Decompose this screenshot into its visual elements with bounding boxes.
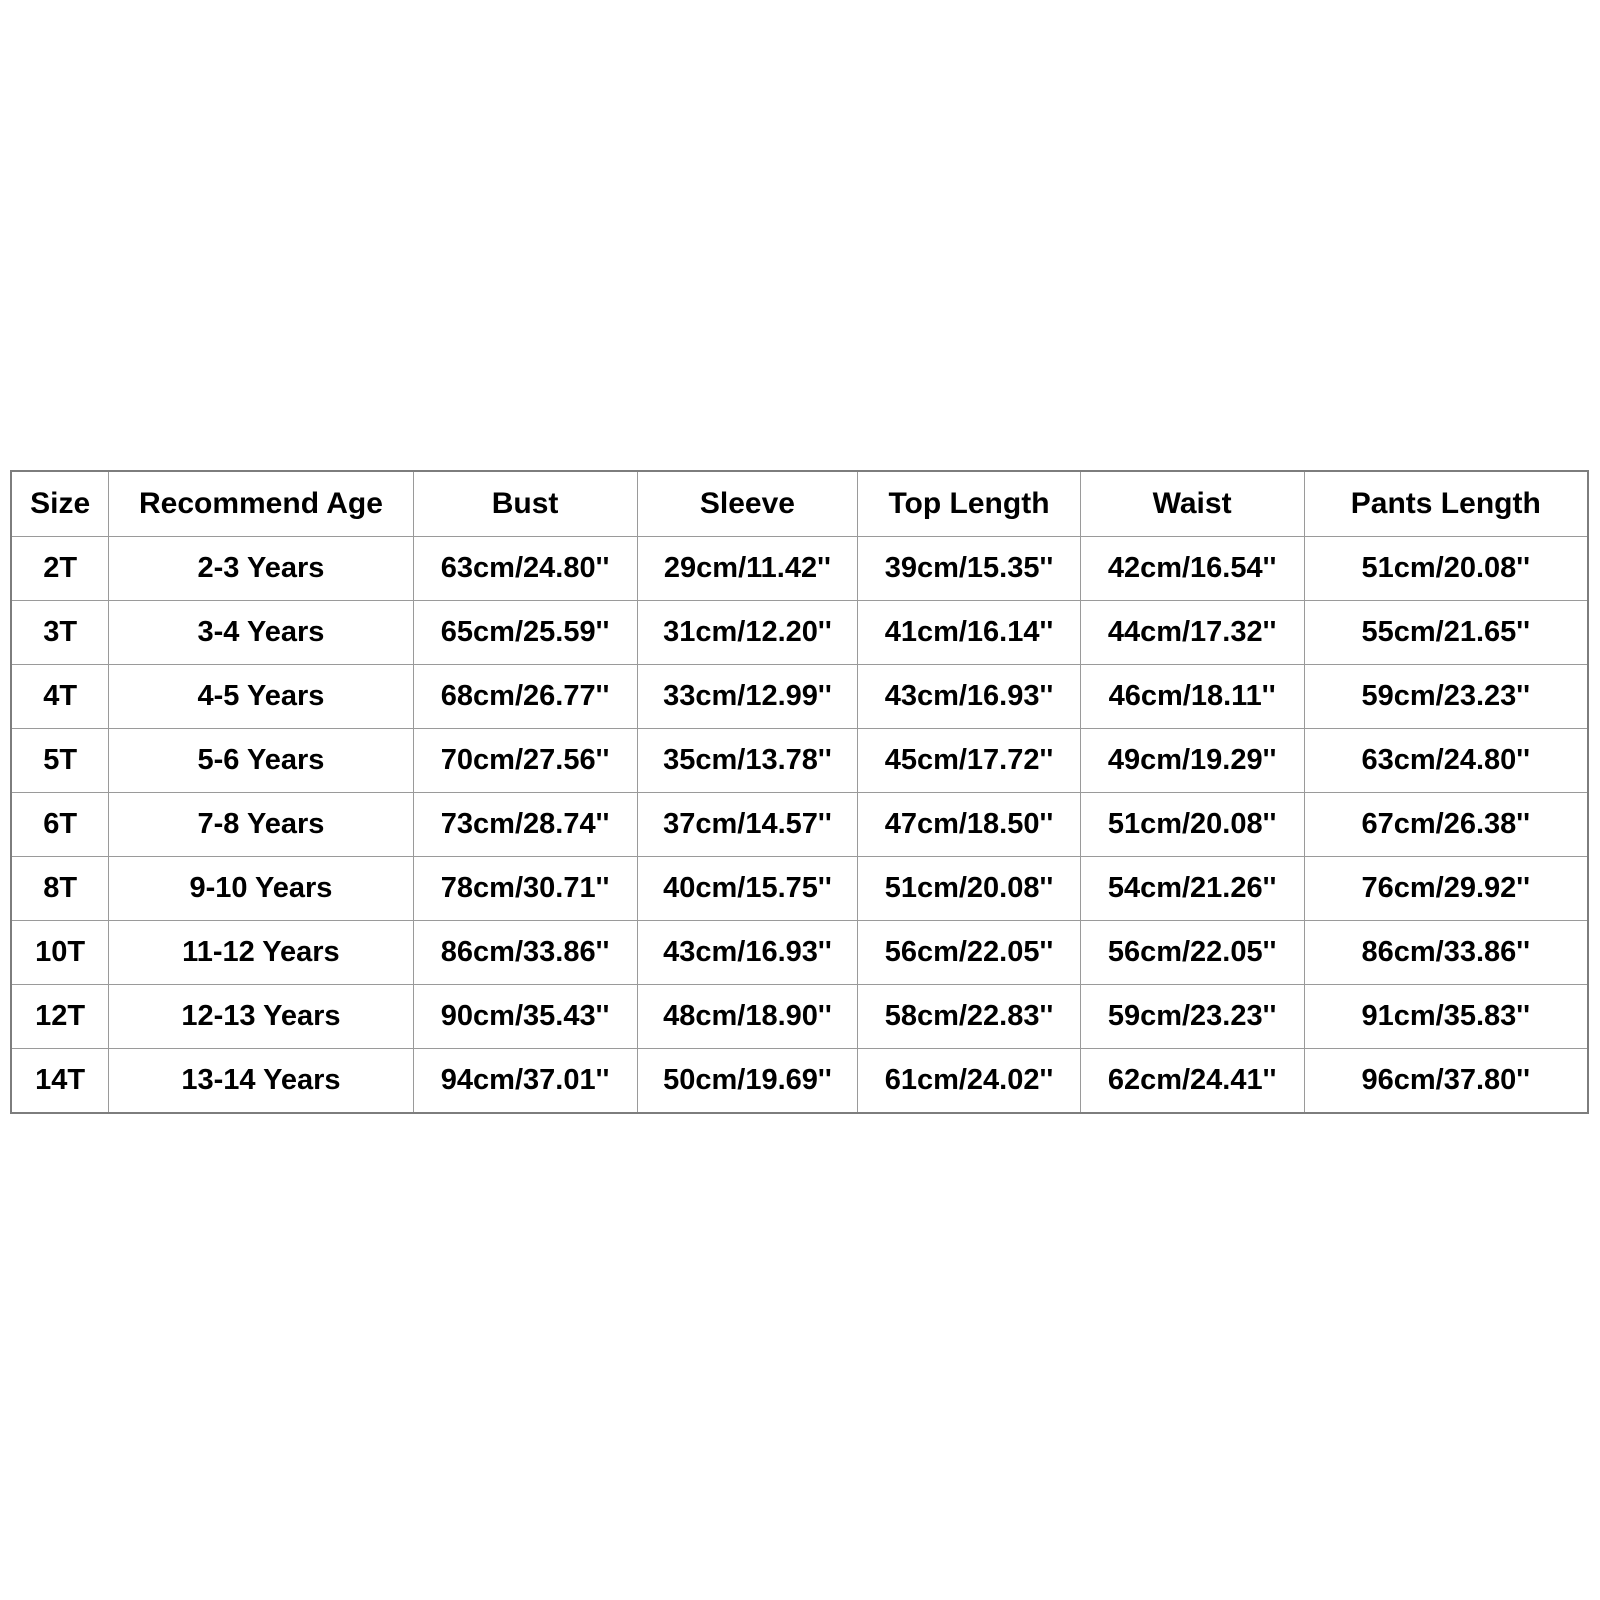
cell-3t-bust: 65cm/25.59'': [413, 601, 637, 665]
cell-5t-waist: 49cm/19.29'': [1080, 729, 1304, 793]
cell-8t-size: 8T: [11, 857, 109, 921]
cell-10t-top-length: 56cm/22.05'': [858, 921, 1080, 985]
table-row-6t: [11, 793, 1588, 857]
table-row-3t: [11, 601, 1588, 665]
cell-2t-sleeve: 29cm/11.42'': [637, 537, 858, 601]
cell-6t-bust: 73cm/28.74'': [413, 793, 637, 857]
table-body: [11, 537, 1588, 1114]
cell-4t-recommend-age: 4-5 Years: [109, 665, 413, 729]
column-header-bust: Bust: [413, 471, 637, 537]
cell-14t-pants-length: 96cm/37.80'': [1304, 1049, 1588, 1114]
cell-4t-bust: 68cm/26.77'': [413, 665, 637, 729]
column-header-top-length: Top Length: [858, 471, 1080, 537]
cell-3t-sleeve: 31cm/12.20'': [637, 601, 858, 665]
cell-5t-pants-length: 63cm/24.80'': [1304, 729, 1588, 793]
cell-4t-pants-length: 59cm/23.23'': [1304, 665, 1588, 729]
table-row-4t: [11, 665, 1588, 729]
cell-10t-waist: 56cm/22.05'': [1080, 921, 1304, 985]
cell-14t-recommend-age: 13-14 Years: [109, 1049, 413, 1114]
cell-10t-recommend-age: 11-12 Years: [109, 921, 413, 985]
cell-2t-recommend-age: 2-3 Years: [109, 537, 413, 601]
column-header-size: Size: [11, 471, 109, 537]
table-row-10t: [11, 921, 1588, 985]
cell-12t-pants-length: 91cm/35.83'': [1304, 985, 1588, 1049]
cell-5t-sleeve: 35cm/13.78'': [637, 729, 858, 793]
cell-14t-bust: 94cm/37.01'': [413, 1049, 637, 1114]
cell-3t-top-length: 41cm/16.14'': [858, 601, 1080, 665]
cell-8t-bust: 78cm/30.71'': [413, 857, 637, 921]
cell-12t-sleeve: 48cm/18.90'': [637, 985, 858, 1049]
cell-6t-size: 6T: [11, 793, 109, 857]
cell-14t-sleeve: 50cm/19.69'': [637, 1049, 858, 1114]
cell-10t-pants-length: 86cm/33.86'': [1304, 921, 1588, 985]
cell-6t-waist: 51cm/20.08'': [1080, 793, 1304, 857]
cell-6t-pants-length: 67cm/26.38'': [1304, 793, 1588, 857]
cell-5t-recommend-age: 5-6 Years: [109, 729, 413, 793]
cell-4t-size: 4T: [11, 665, 109, 729]
cell-2t-size: 2T: [11, 537, 109, 601]
cell-12t-waist: 59cm/23.23'': [1080, 985, 1304, 1049]
cell-6t-recommend-age: 7-8 Years: [109, 793, 413, 857]
table-head: [11, 471, 1588, 537]
cell-5t-top-length: 45cm/17.72'': [858, 729, 1080, 793]
column-header-sleeve: Sleeve: [637, 471, 858, 537]
column-header-pants-length: Pants Length: [1304, 471, 1588, 537]
cell-10t-sleeve: 43cm/16.93'': [637, 921, 858, 985]
cell-4t-top-length: 43cm/16.93'': [858, 665, 1080, 729]
cell-8t-pants-length: 76cm/29.92'': [1304, 857, 1588, 921]
cell-3t-size: 3T: [11, 601, 109, 665]
column-header-recommend-age: Recommend Age: [109, 471, 413, 537]
cell-2t-bust: 63cm/24.80'': [413, 537, 637, 601]
cell-2t-pants-length: 51cm/20.08'': [1304, 537, 1588, 601]
header-row: [11, 471, 1588, 537]
cell-8t-sleeve: 40cm/15.75'': [637, 857, 858, 921]
cell-12t-top-length: 58cm/22.83'': [858, 985, 1080, 1049]
table-row-2t: [11, 537, 1588, 601]
column-header-waist: Waist: [1080, 471, 1304, 537]
cell-3t-recommend-age: 3-4 Years: [109, 601, 413, 665]
cell-8t-waist: 54cm/21.26'': [1080, 857, 1304, 921]
cell-3t-waist: 44cm/17.32'': [1080, 601, 1304, 665]
table-row-8t: [11, 857, 1588, 921]
cell-14t-size: 14T: [11, 1049, 109, 1114]
size-chart-table: [10, 470, 1589, 1114]
cell-2t-top-length: 39cm/15.35'': [858, 537, 1080, 601]
cell-8t-recommend-age: 9-10 Years: [109, 857, 413, 921]
size-chart: [10, 470, 1589, 1114]
table-row-12t: [11, 985, 1588, 1049]
cell-8t-top-length: 51cm/20.08'': [858, 857, 1080, 921]
cell-5t-size: 5T: [11, 729, 109, 793]
cell-12t-size: 12T: [11, 985, 109, 1049]
cell-3t-pants-length: 55cm/21.65'': [1304, 601, 1588, 665]
cell-4t-sleeve: 33cm/12.99'': [637, 665, 858, 729]
cell-4t-waist: 46cm/18.11'': [1080, 665, 1304, 729]
cell-12t-bust: 90cm/35.43'': [413, 985, 637, 1049]
cell-14t-waist: 62cm/24.41'': [1080, 1049, 1304, 1114]
table-row-14t: [11, 1049, 1588, 1114]
table-row-5t: [11, 729, 1588, 793]
cell-6t-sleeve: 37cm/14.57'': [637, 793, 858, 857]
cell-6t-top-length: 47cm/18.50'': [858, 793, 1080, 857]
cell-10t-bust: 86cm/33.86'': [413, 921, 637, 985]
cell-2t-waist: 42cm/16.54'': [1080, 537, 1304, 601]
cell-12t-recommend-age: 12-13 Years: [109, 985, 413, 1049]
cell-10t-size: 10T: [11, 921, 109, 985]
cell-5t-bust: 70cm/27.56'': [413, 729, 637, 793]
cell-14t-top-length: 61cm/24.02'': [858, 1049, 1080, 1114]
